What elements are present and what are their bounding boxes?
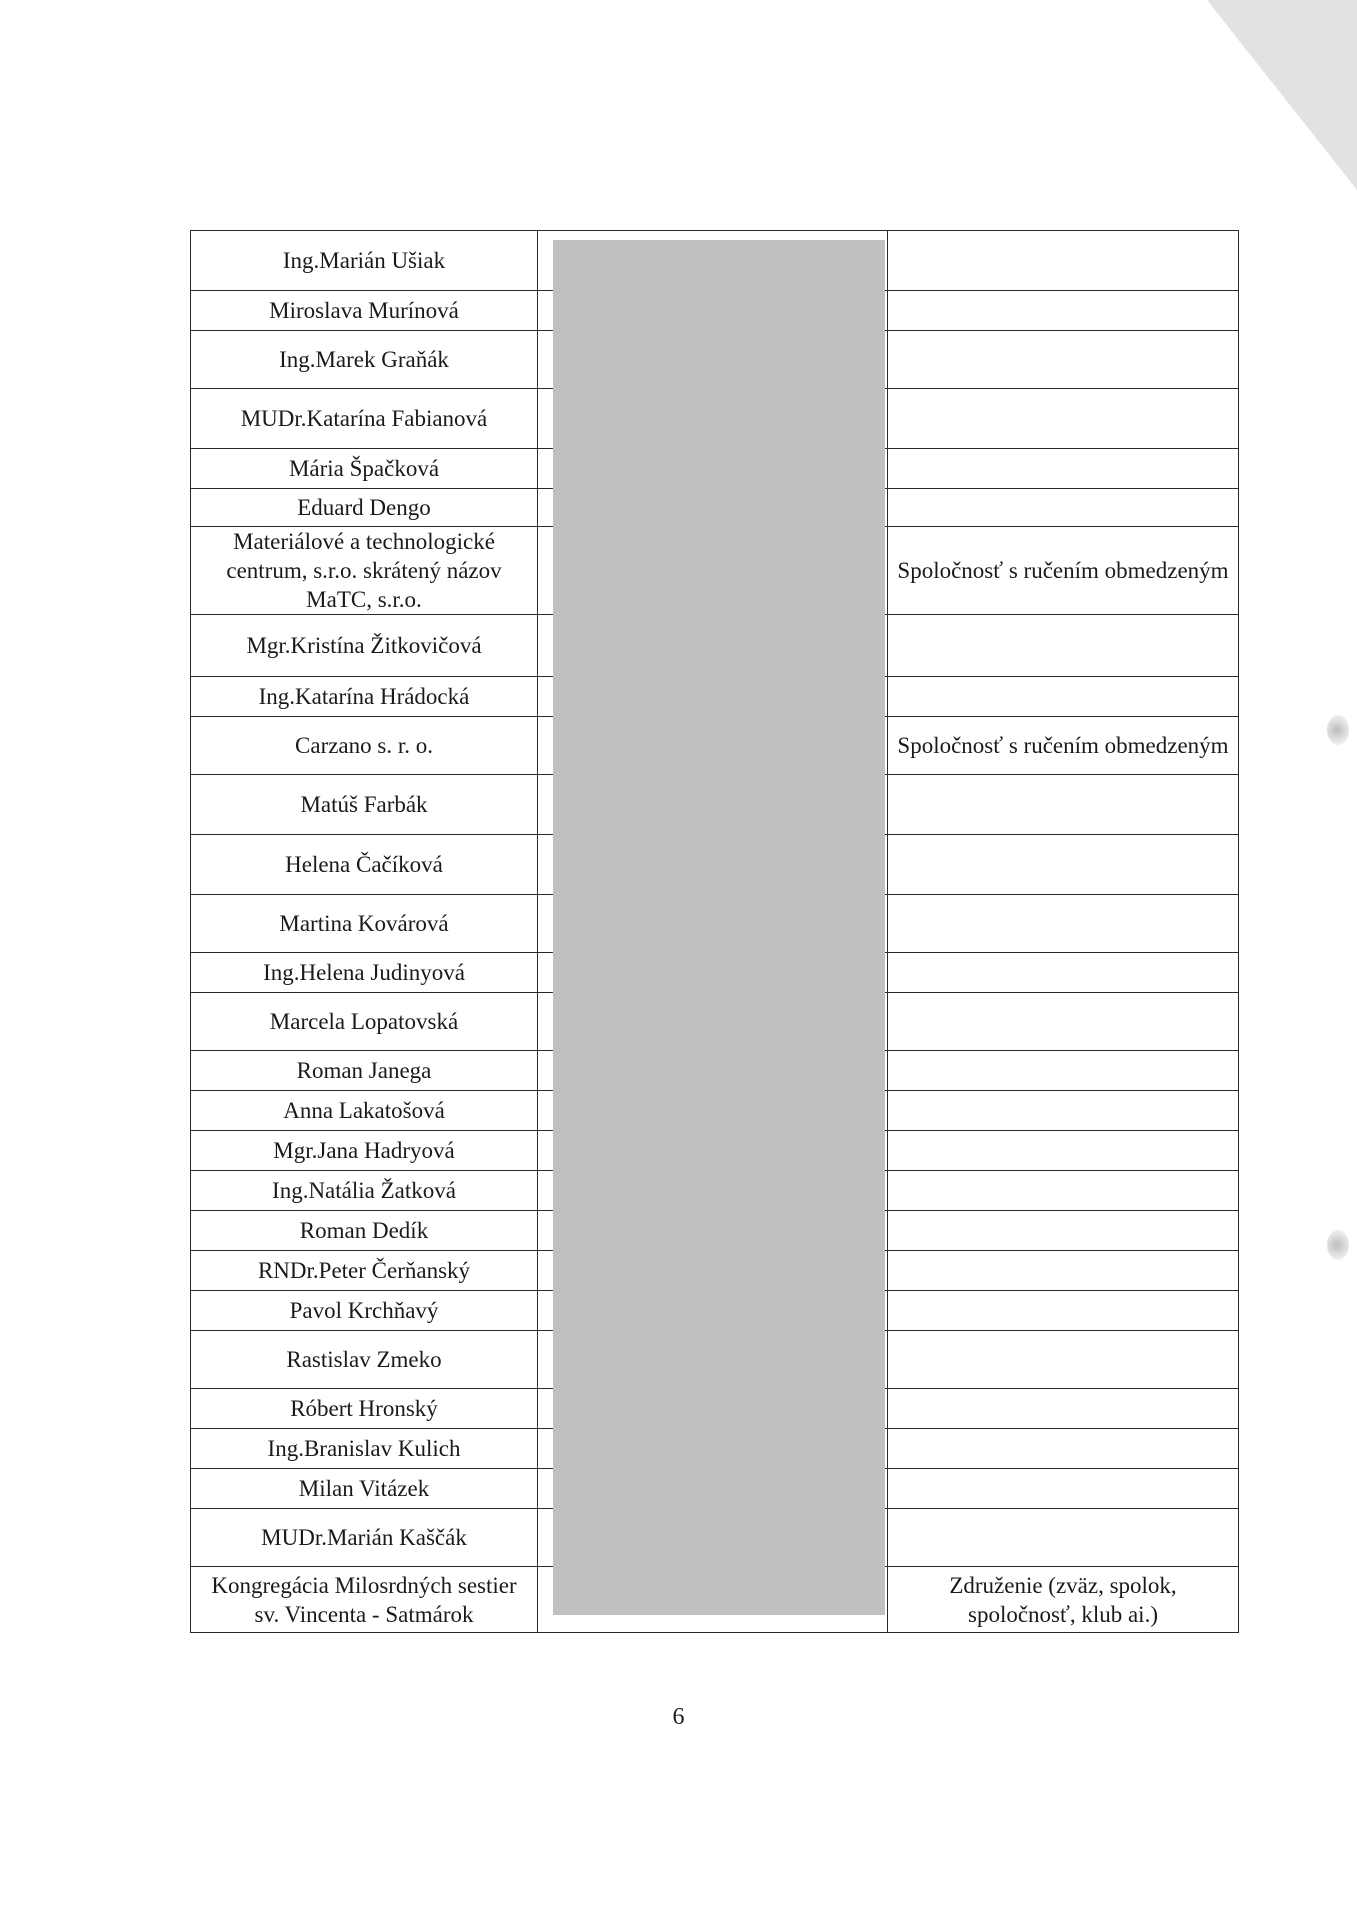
entity-name-cell: Materiálové a technologické centrum, s.r.o. skrátený názov MaTC, s.r.o. xyxy=(191,527,538,615)
punch-hole-top xyxy=(1327,715,1349,745)
entity-legal-form-cell xyxy=(888,1091,1239,1131)
entity-legal-form-cell xyxy=(888,993,1239,1051)
entity-name-cell: Ing.Helena Judinyová xyxy=(191,953,538,993)
entity-name-cell: Mária Špačková xyxy=(191,449,538,489)
entity-legal-form-cell xyxy=(888,677,1239,717)
entity-legal-form-cell xyxy=(888,1291,1239,1331)
entity-legal-form-cell xyxy=(888,1051,1239,1091)
entity-name-cell: Ing.Branislav Kulich xyxy=(191,1429,538,1469)
entity-name-cell: Kongregácia Milosrdných sestier sv. Vincenta - Satmárok xyxy=(191,1567,538,1633)
entity-legal-form-cell xyxy=(888,835,1239,895)
page-corner-fold xyxy=(1207,0,1357,190)
entity-name-cell: Pavol Krchňavý xyxy=(191,1291,538,1331)
entity-legal-form-cell: Spoločnosť s ručením obmedzeným xyxy=(888,717,1239,775)
redacted-address-block xyxy=(553,240,885,1615)
entity-name-cell: Ing.Marián Ušiak xyxy=(191,231,538,291)
entity-legal-form-cell xyxy=(888,231,1239,291)
entity-legal-form-cell xyxy=(888,1469,1239,1509)
entity-name-cell: Ing.Natália Žatková xyxy=(191,1171,538,1211)
entity-legal-form-cell xyxy=(888,1389,1239,1429)
entity-legal-form-cell xyxy=(888,895,1239,953)
entity-legal-form-cell xyxy=(888,615,1239,677)
entity-name-cell: RNDr.Peter Čerňanský xyxy=(191,1251,538,1291)
entity-name-cell: Mgr.Jana Hadryová xyxy=(191,1131,538,1171)
entity-legal-form-cell: Združenie (zväz, spolok, spoločnosť, klub ai.) xyxy=(888,1567,1239,1633)
entity-legal-form-cell xyxy=(888,1251,1239,1291)
entity-legal-form-cell xyxy=(888,1331,1239,1389)
entity-name-cell: Helena Čačíková xyxy=(191,835,538,895)
entity-legal-form-cell xyxy=(888,389,1239,449)
entity-name-cell: Ing.Marek Graňák xyxy=(191,331,538,389)
entity-name-cell: MUDr.Marián Kaščák xyxy=(191,1509,538,1567)
entity-name-cell: Mgr.Kristína Žitkovičová xyxy=(191,615,538,677)
entity-legal-form-cell xyxy=(888,331,1239,389)
page-number: 6 xyxy=(672,1704,685,1730)
entity-legal-form-cell xyxy=(888,953,1239,993)
entity-name-cell: Matúš Farbák xyxy=(191,775,538,835)
entity-name-cell: Róbert Hronský xyxy=(191,1389,538,1429)
entity-legal-form-cell xyxy=(888,1171,1239,1211)
entity-name-cell: Miroslava Murínová xyxy=(191,291,538,331)
entity-name-cell: Carzano s. r. o. xyxy=(191,717,538,775)
entity-legal-form-cell xyxy=(888,1429,1239,1469)
entity-name-cell: Eduard Dengo xyxy=(191,489,538,527)
entity-name-cell: Roman Dedík xyxy=(191,1211,538,1251)
entity-name-cell: Ing.Katarína Hrádocká xyxy=(191,677,538,717)
entity-name-cell: MUDr.Katarína Fabianová xyxy=(191,389,538,449)
entity-name-cell: Milan Vitázek xyxy=(191,1469,538,1509)
entity-legal-form-cell xyxy=(888,489,1239,527)
entity-legal-form-cell xyxy=(888,291,1239,331)
entity-name-cell: Roman Janega xyxy=(191,1051,538,1091)
entity-legal-form-cell xyxy=(888,449,1239,489)
entity-legal-form-cell xyxy=(888,775,1239,835)
entity-legal-form-cell xyxy=(888,1131,1239,1171)
entity-legal-form-cell: Spoločnosť s ručením obmedzeným xyxy=(888,527,1239,615)
entity-name-cell: Rastislav Zmeko xyxy=(191,1331,538,1389)
entity-legal-form-cell xyxy=(888,1211,1239,1251)
entity-legal-form-cell xyxy=(888,1509,1239,1567)
entity-name-cell: Anna Lakatošová xyxy=(191,1091,538,1131)
entity-name-cell: Marcela Lopatovská xyxy=(191,993,538,1051)
punch-hole-bottom xyxy=(1327,1230,1349,1260)
entity-name-cell: Martina Kovárová xyxy=(191,895,538,953)
